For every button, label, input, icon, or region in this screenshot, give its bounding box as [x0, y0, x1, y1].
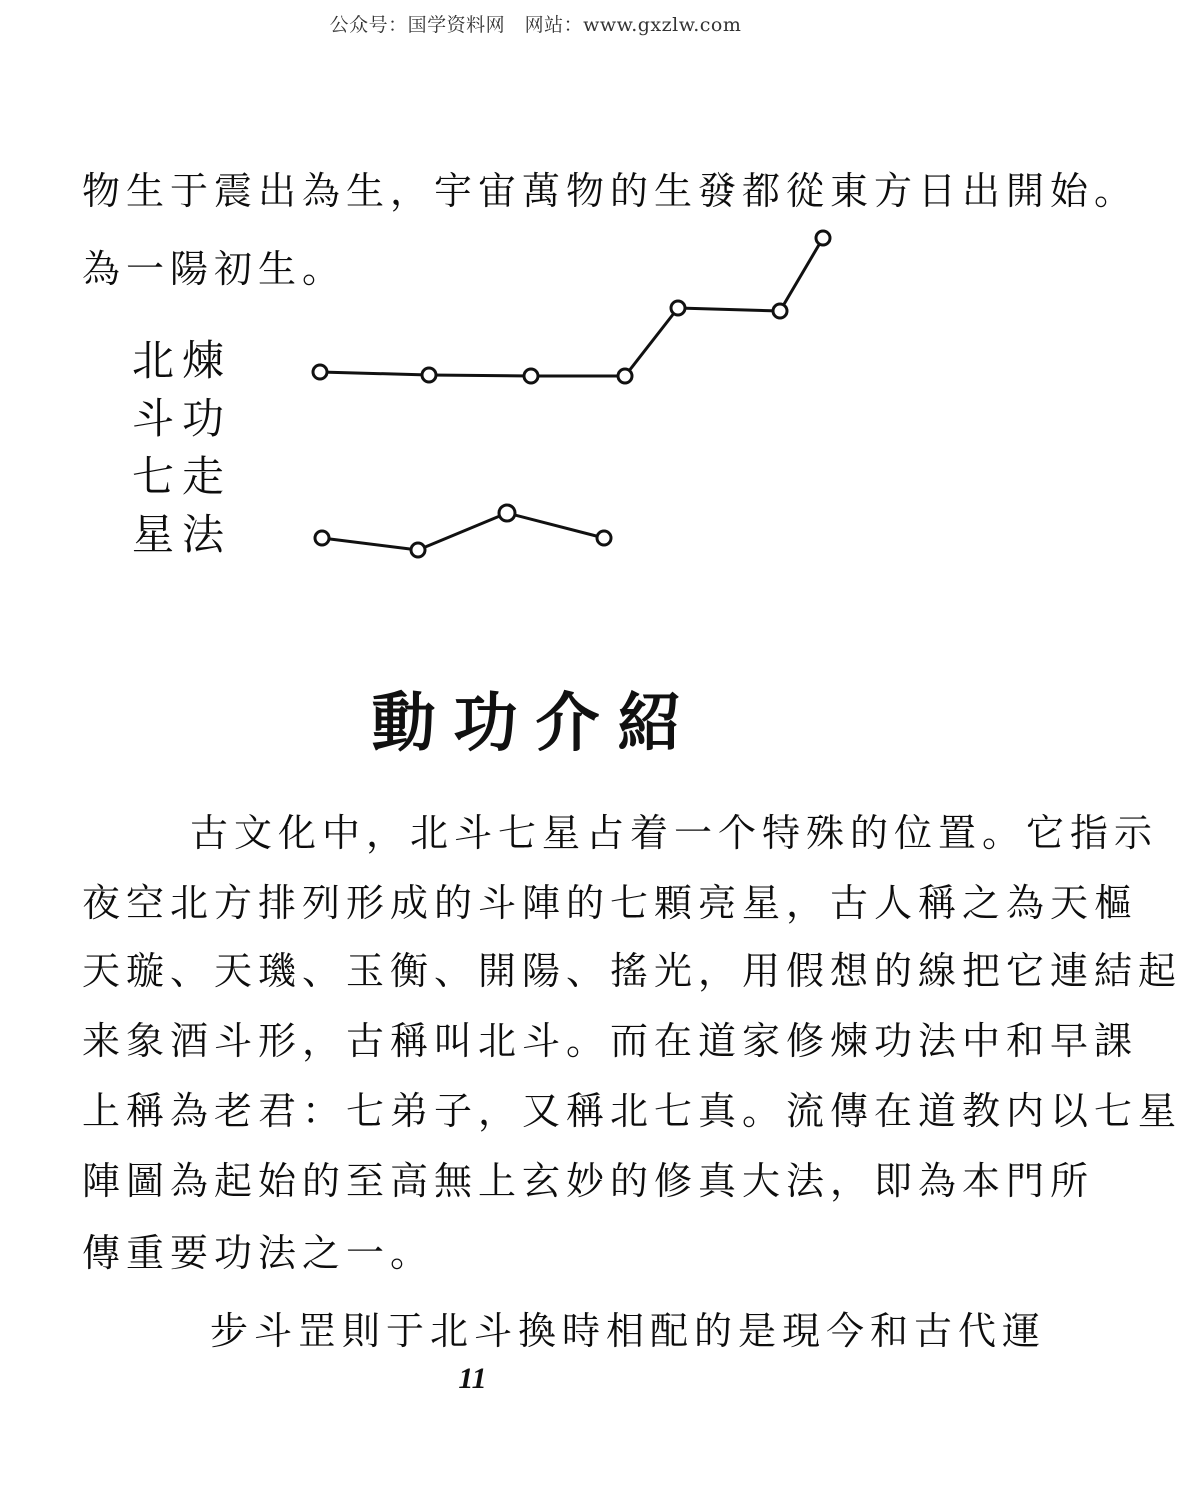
body-line-8: 步斗罡則于北斗換時相配的是現今和古代運 [210, 1309, 1047, 1353]
upper-star-path [320, 238, 823, 376]
section-title: 動功介紹 [371, 686, 700, 761]
body-line-7: 傳重要功法之一。 [82, 1231, 435, 1275]
star-lower-3 [499, 505, 515, 521]
star-upper-1 [313, 365, 327, 379]
body-line-1: 古文化中，北斗七星占着一个特殊的位置。它指示 [190, 811, 1159, 855]
lower-star-path [322, 513, 604, 550]
body-line-4: 来象酒斗形，古稱叫北斗。而在道家修煉功法中和早課 [82, 1019, 1139, 1063]
header-watermark: 公众号：国学资料网 网站：www.gxzlw.com [329, 14, 742, 36]
star-lower-2 [411, 543, 425, 557]
star-upper-2 [422, 368, 436, 382]
page-number: 11 [458, 1362, 487, 1395]
body-line-2: 夜空北方排列形成的斗陣的七顆亮星，古人稱之為天樞 [82, 881, 1139, 925]
star-lower-4 [597, 531, 611, 545]
star-upper-7 [816, 231, 830, 245]
star-upper-6 [773, 304, 787, 318]
figure-caption-practice-method: 煉 功 走 法 [181, 336, 224, 559]
star-upper-3 [524, 369, 538, 383]
figure-caption-big-dipper: 北 斗 七 星 [131, 336, 174, 559]
star-lower-1 [315, 531, 329, 545]
body-line-6: 陣圖為起始的至高無上玄妙的修真大法，即為本門所 [82, 1159, 1095, 1203]
body-line-3: 天璇、天璣、玉衡、開陽、搖光，用假想的線把它連結起 [82, 949, 1182, 993]
star-upper-4 [618, 369, 632, 383]
big-dipper-diagram [0, 0, 1071, 620]
body-line-5: 上稱為老君：七弟子，又稱北七真。流傳在道教内以七星 [82, 1089, 1182, 1133]
star-upper-5 [671, 301, 685, 315]
intro-line-1: 物生于震出為生，宇宙萬物的生發都從東方日出開始。 [82, 169, 1139, 213]
intro-line-2: 為一陽初生。 [82, 247, 347, 291]
